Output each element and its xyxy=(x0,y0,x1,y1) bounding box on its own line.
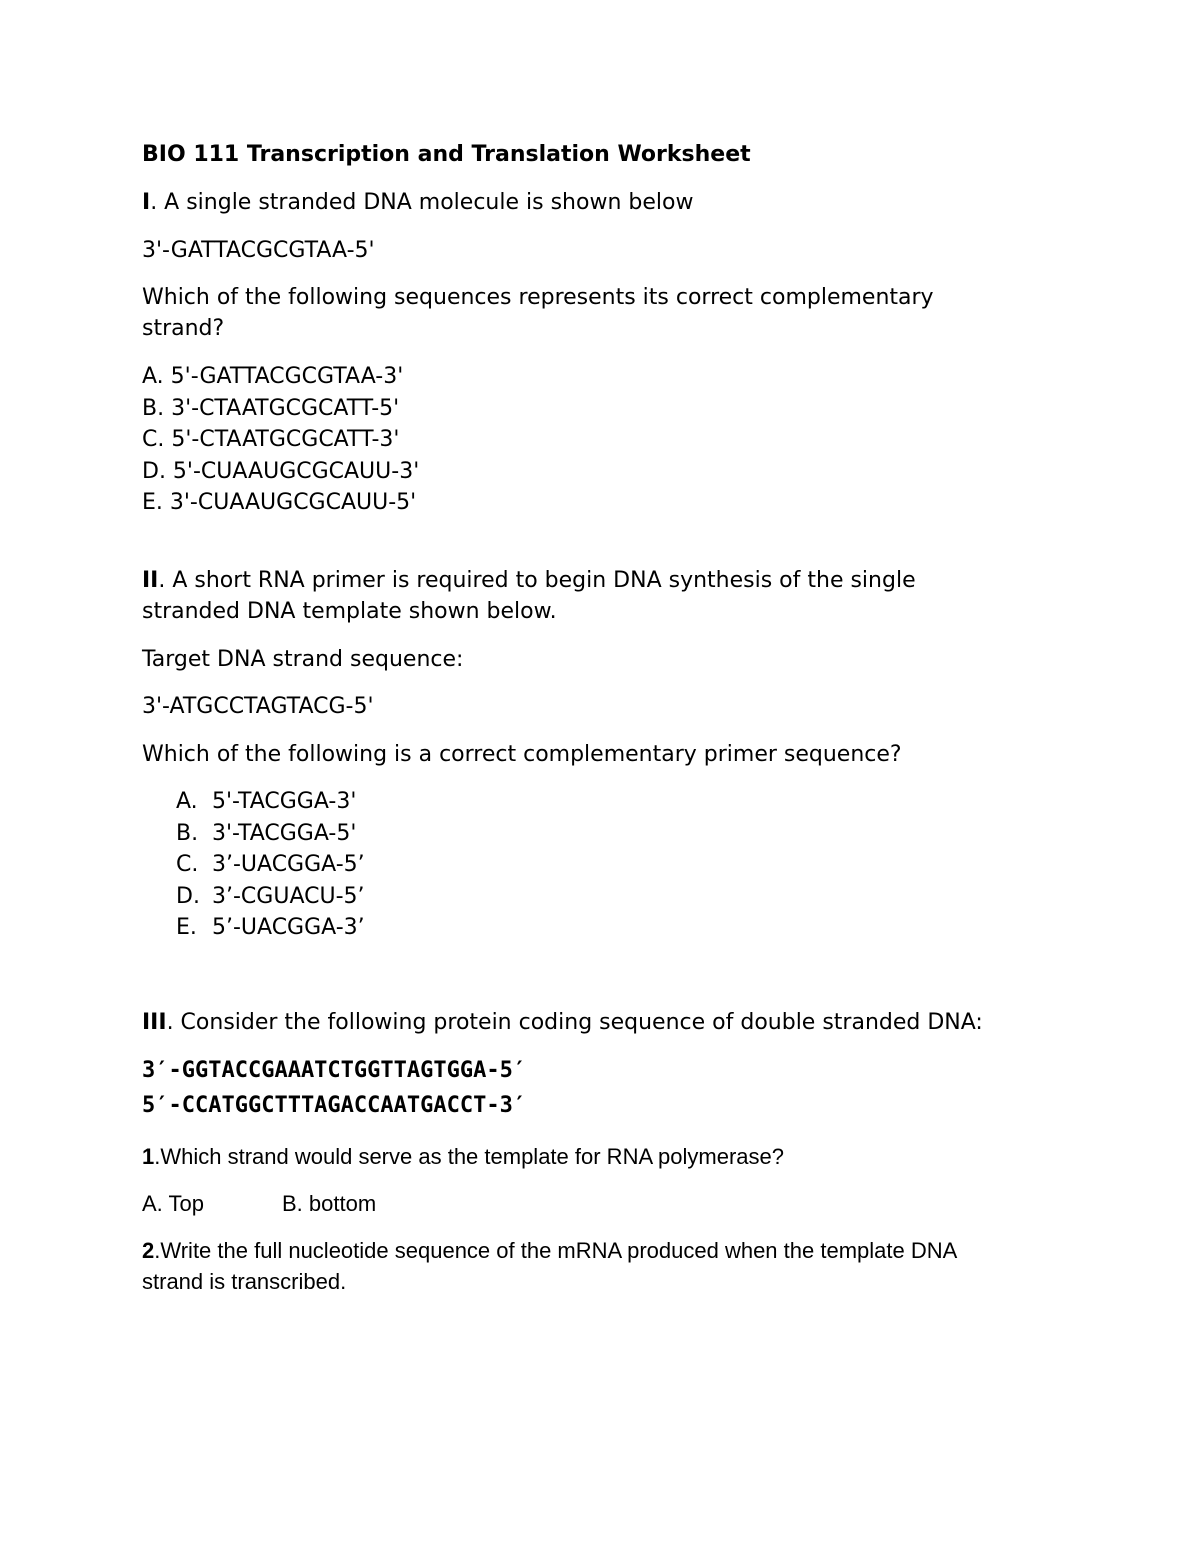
sub-question-1-text: .Which strand would serve as the template for RNA polymerase? xyxy=(154,1144,784,1169)
option-top: A. Top xyxy=(142,1191,204,1216)
option-item: C. 5'-CTAATGCGCATT-3' xyxy=(142,427,400,452)
sub-question-2-text: .Write the full nucleotide sequence of the mRNA produced when the template DNA strand is transcribed. xyxy=(142,1238,957,1294)
question-2-sequence: 3'-ATGCCTAGTACG-5' xyxy=(142,694,374,719)
option-letter: A. xyxy=(176,789,198,814)
question-2-number: II xyxy=(142,568,159,593)
page-title: BIO 111 Transcription and Translation Worksheet xyxy=(142,142,751,167)
option-item: D. 5'-CUAAUGCGCAUU-3' xyxy=(142,458,420,484)
option-bottom: B. bottom xyxy=(282,1191,377,1216)
option-text: 3’-CGUACU-5’ xyxy=(212,883,365,909)
option-letter: C. xyxy=(176,852,199,877)
question-2-prompt xyxy=(142,565,1002,627)
sub-question-2-number: 2 xyxy=(142,1238,155,1263)
question-3-prompt xyxy=(142,1007,983,1038)
question-1-text: . A single stranded DNA molecule is shown below xyxy=(150,190,694,215)
question-2-question: Which of the following is a correct complementary primer sequence? xyxy=(142,742,902,767)
question-1-options xyxy=(142,361,419,519)
dna-strand-top: 3′-GGTACCGAAATCTGGTTAGTGGA-5′ xyxy=(142,1058,527,1083)
option-text: 3’-UACGGA-5’ xyxy=(212,852,365,877)
question-1-number: I xyxy=(142,190,151,215)
dna-strand-bottom: 5′-CCATGGCTTTAGACCAATGACCT-3′ xyxy=(142,1093,527,1118)
question-3-text: . Consider the following protein coding sequence of double stranded DNA: xyxy=(166,1010,983,1035)
question-2-target-label: Target DNA strand sequence: xyxy=(142,647,464,672)
sub-question-1-options xyxy=(142,1188,542,1219)
option-text: 3'-TACGGA-5' xyxy=(212,820,357,846)
question-1-prompt xyxy=(142,187,693,218)
question-1-question: Which of the following sequences represents its correct complementary strand? xyxy=(142,285,934,341)
option-item: A. 5'-GATTACGCGTAA-3' xyxy=(142,364,404,389)
sub-question-1-number: 1 xyxy=(142,1144,155,1169)
option-item xyxy=(176,881,365,913)
option-letter: B. xyxy=(176,820,199,846)
option-text: 5’-UACGGA-3’ xyxy=(212,915,365,940)
option-text: 5'-TACGGA-3' xyxy=(212,789,357,814)
option-item xyxy=(176,818,365,850)
question-1-sequence: 3'-GATTACGCGTAA-5' xyxy=(142,238,375,263)
option-item xyxy=(176,849,365,881)
option-item: B. 3'-CTAATGCGCATT-5' xyxy=(142,395,400,421)
sub-question-2 xyxy=(142,1235,1022,1297)
option-letter: E. xyxy=(176,915,197,940)
question-2-text: . A short RNA primer is required to begin DNA synthesis of the single stranded DNA template shown below. xyxy=(142,568,916,624)
option-item: E. 3'-CUAAUGCGCAUU-5' xyxy=(142,490,417,515)
option-item xyxy=(176,912,365,944)
option-item xyxy=(176,786,365,818)
sub-question-1 xyxy=(142,1141,784,1172)
question-2-options xyxy=(176,786,365,944)
option-letter: D. xyxy=(176,883,200,909)
question-3-number: III xyxy=(142,1010,167,1035)
